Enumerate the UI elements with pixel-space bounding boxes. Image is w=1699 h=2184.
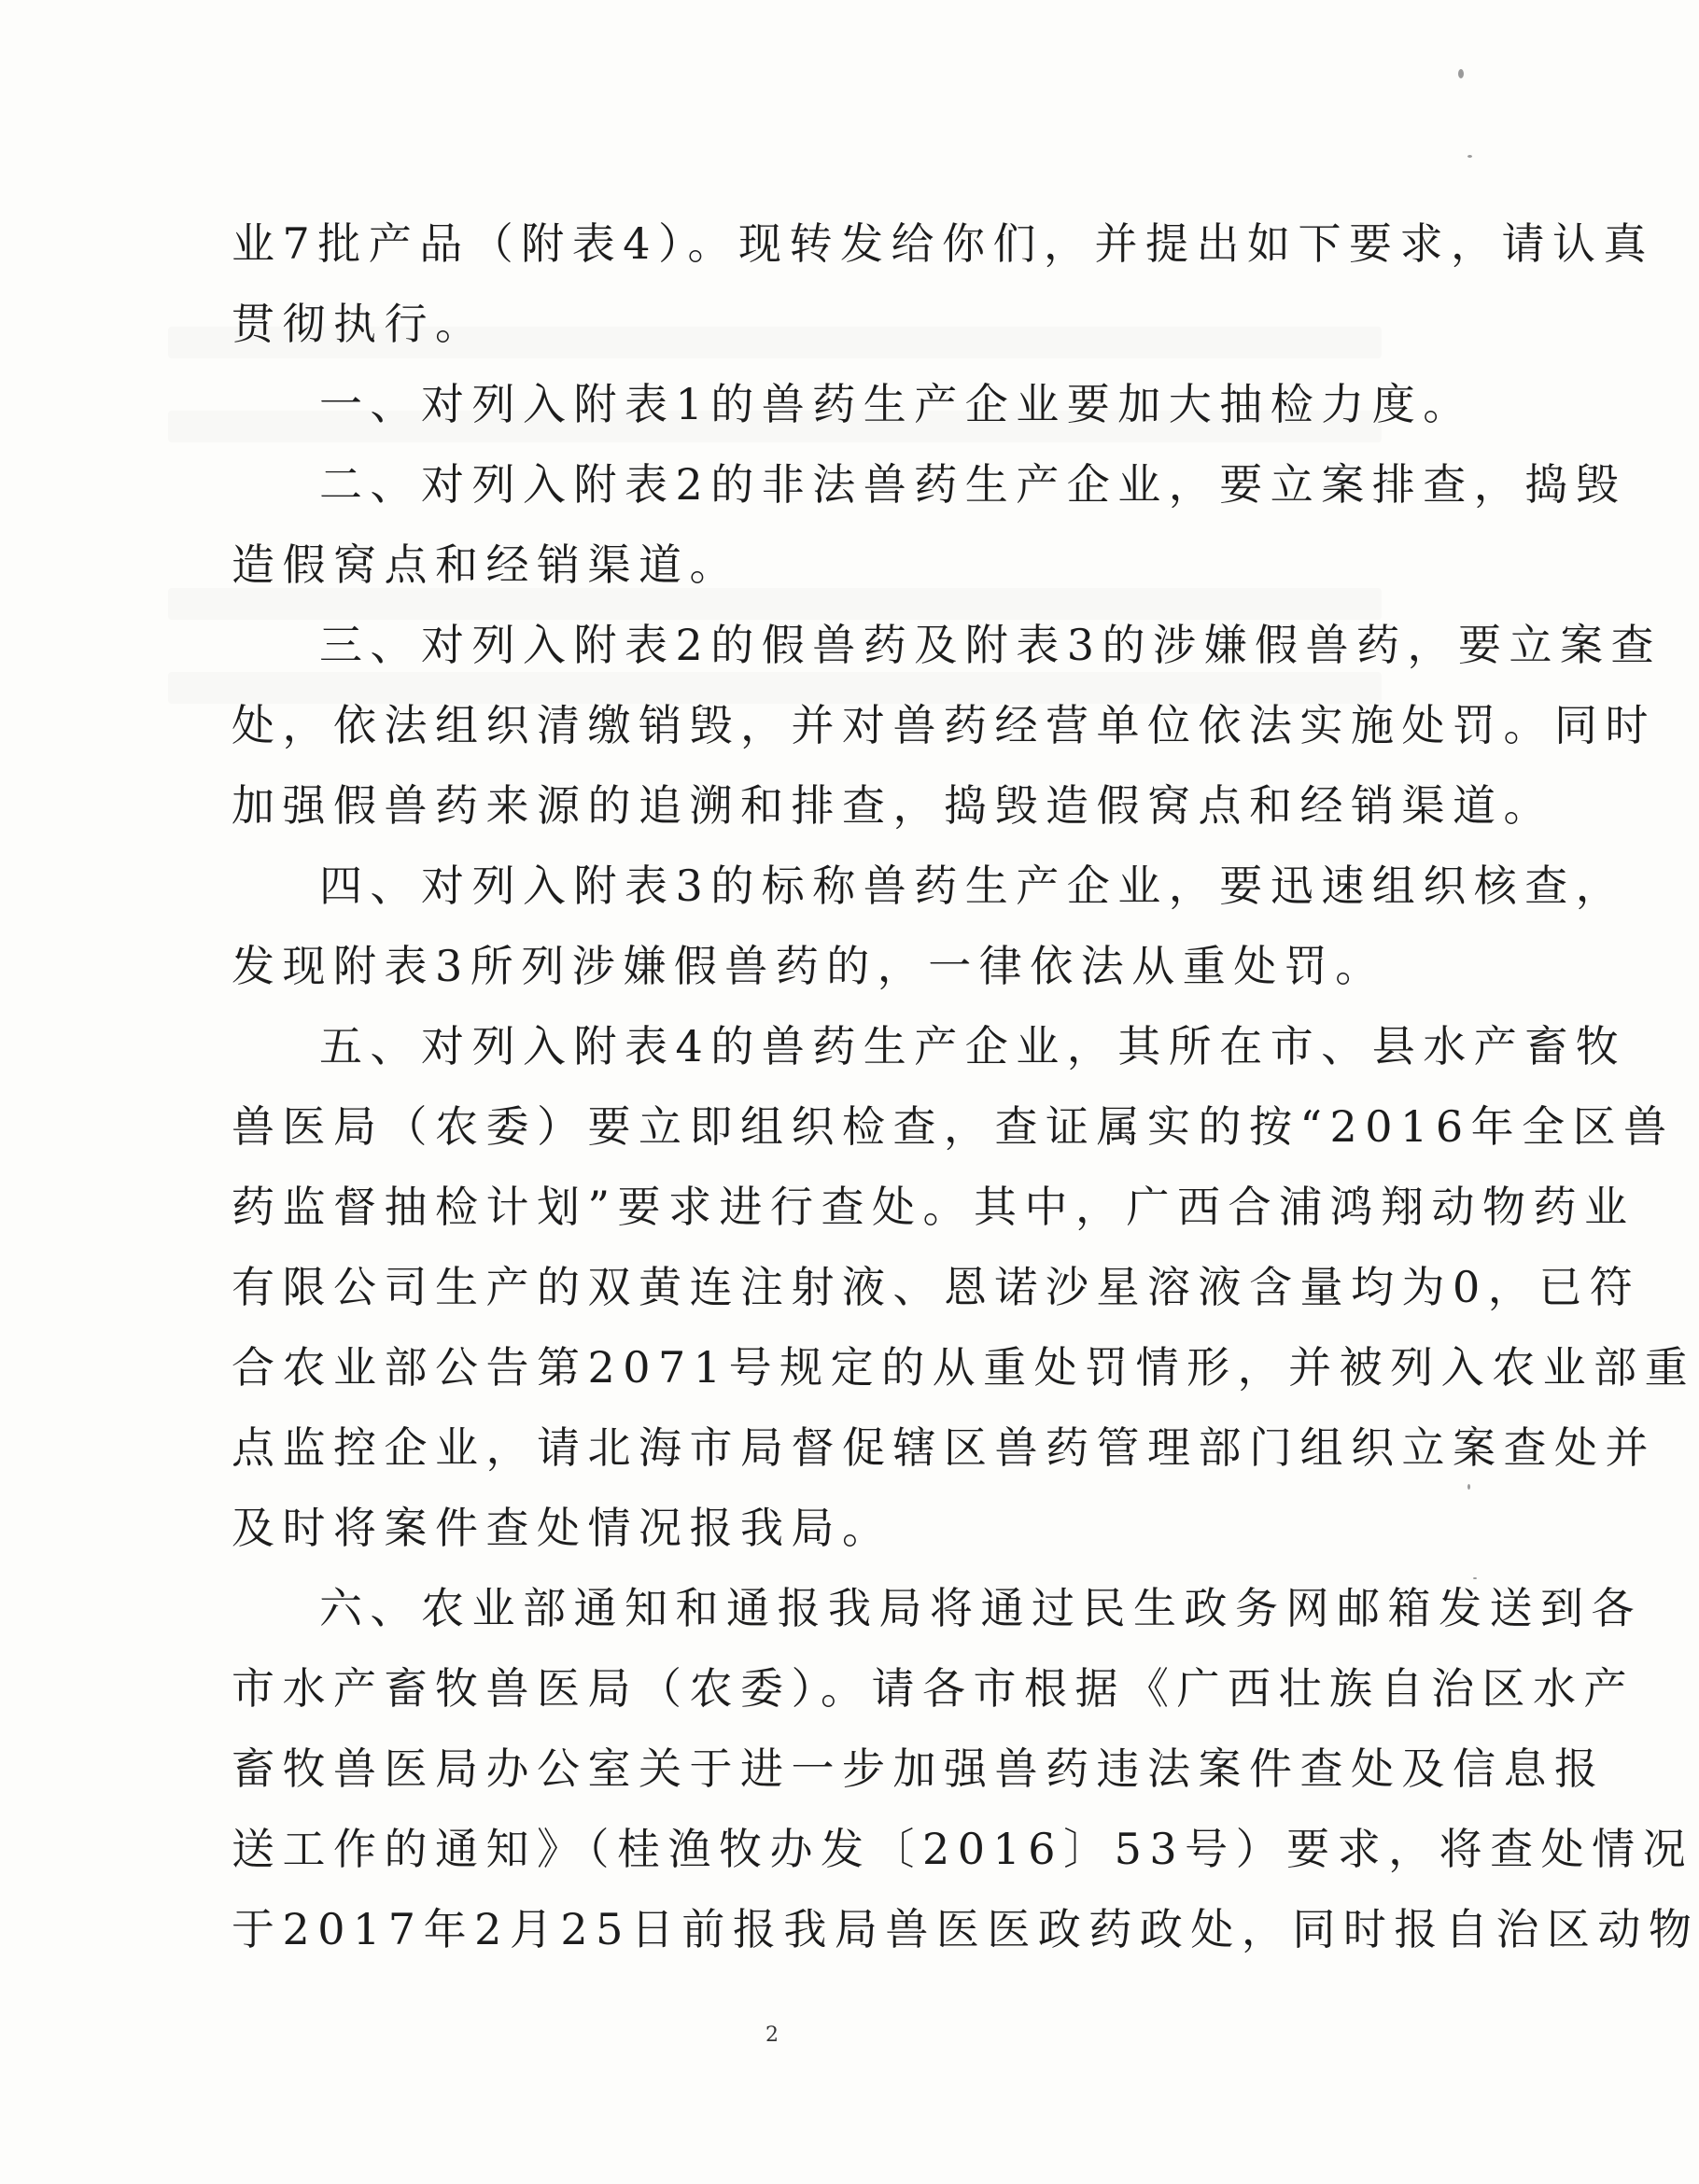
text-line: 药监督抽检计划”要求进行查处。其中，广西合浦鸿翔动物药业 — [232, 1182, 1636, 1232]
text-line: 兽医局（农委）要立即组织检查，查证属实的按“2016年全区兽 — [232, 1101, 1675, 1152]
scan-speck — [1467, 155, 1472, 158]
scan-speck — [1467, 1484, 1470, 1490]
document-body — [232, 203, 1699, 1969]
text-line: 点监控企业，请北海市局督促辖区兽药管理部门组织立案查处并 — [232, 1422, 1656, 1473]
text-line: 市水产畜牧兽医局（农委）。请各市根据《广西壮族自治区水产 — [232, 1663, 1635, 1714]
text-line: 贯彻执行。 — [232, 299, 486, 349]
text-line: 发现附表3所列涉嫌假兽药的，一律依法从重处罚。 — [232, 941, 1386, 991]
text-line: 及时将案件查处情况报我局。 — [232, 1503, 893, 1553]
text-line: 加强假兽药来源的追溯和排查，捣毁造假窝点和经销渠道。 — [232, 780, 1554, 831]
text-line: 送工作的通知》（桂渔牧办发〔2016〕53号）要求，将查处情况 — [232, 1824, 1694, 1874]
paragraph-item-4: 四、对列入附表3的标称兽药生产企业，要迅速组织核查， — [319, 861, 1627, 911]
paragraph-item-2: 二、对列入附表2的非法兽药生产企业，要立案排查，捣毁 — [319, 459, 1627, 510]
paragraph-item-3: 三、对列入附表2的假兽药及附表3的涉嫌假兽药，要立案查 — [319, 620, 1663, 670]
text-line: 业7批产品（附表4）。现转发给你们，并提出如下要求，请认真 — [232, 218, 1655, 269]
paragraph-item-1: 一、对列入附表1的兽药生产企业要加大抽检力度。 — [319, 379, 1474, 429]
page-number: 2 — [765, 2023, 779, 2047]
scan-speck — [1458, 69, 1464, 78]
text-line: 合农业部公告第2071号规定的从重处罚情形，并被列入农业部重 — [232, 1342, 1696, 1393]
text-line: 畜牧兽医局办公室关于进一步加强兽药违法案件查处及信息报 — [232, 1743, 1606, 1794]
text-line: 处，依法组织清缴销毁，并对兽药经营单位依法实施处罚。同时 — [232, 700, 1656, 750]
text-line: 于2017年2月25日前报我局兽医医政药政处，同时报自治区动物 — [232, 1904, 1699, 1954]
text-line: 有限公司生产的双黄连注射液、恩诺沙星溶液含量均为0，已符 — [232, 1262, 1641, 1312]
scan-speck — [1473, 1577, 1477, 1579]
paragraph-item-6: 六、农业部通知和通报我局将通过民生政务网邮箱发送到各 — [319, 1583, 1642, 1633]
paragraph-item-5: 五、对列入附表4的兽药生产企业，其所在市、县水产畜牧 — [319, 1021, 1627, 1071]
text-line: 造假窝点和经销渠道。 — [232, 539, 740, 590]
